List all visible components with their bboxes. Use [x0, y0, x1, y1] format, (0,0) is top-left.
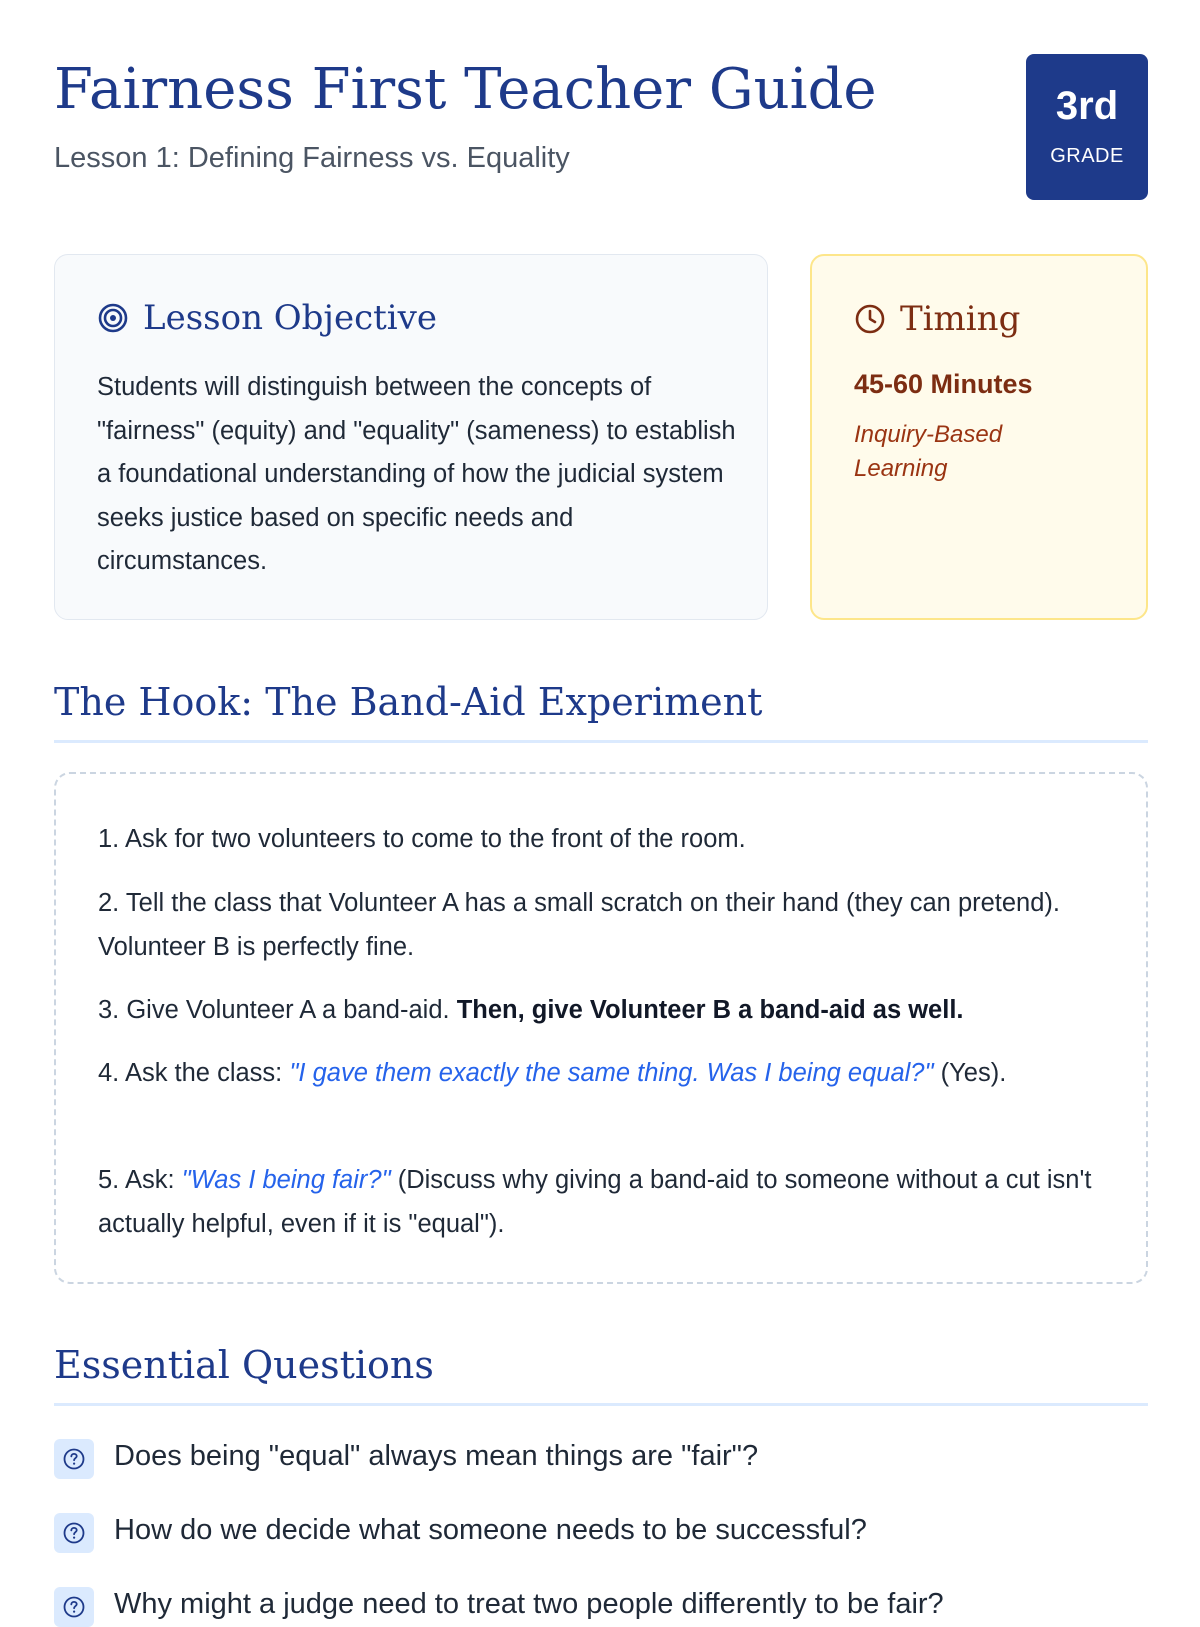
hook-steps-box	[54, 772, 1148, 1284]
essential-question-item	[54, 1582, 1148, 1626]
essential-question-item	[54, 1508, 1148, 1552]
essential-question-text: Why might a judge need to treat two people differently to be fair?	[114, 1588, 944, 1620]
grade-badge	[1026, 54, 1148, 200]
page-title: Fairness First Teacher Guide	[54, 57, 877, 122]
essential-questions-divider	[54, 1403, 1148, 1406]
hook-step-text: 5. Ask:	[98, 1166, 175, 1194]
hook-step	[98, 818, 1108, 862]
hook-step-followup: (Yes).	[940, 1059, 1007, 1087]
grade-value: 3rd	[1055, 84, 1119, 128]
timing-method: Inquiry-Based Learning	[854, 421, 1003, 482]
timing-title: Timing	[900, 299, 1021, 339]
essential-question-item	[54, 1434, 1148, 1478]
question-circle-icon	[54, 1439, 94, 1479]
hook-step-followup: (Discuss why giving a band-aid to someone without a cut isn't actually helpful, even if it is "equal").	[98, 1166, 1092, 1238]
hook-step-quote: "Was I being fair?"	[181, 1166, 391, 1194]
hook-step-text: 1. Ask for two volunteers to come to the front of the room.	[98, 825, 746, 853]
hook-step-emphasis: Then, give Volunteer B a band-aid as well.	[456, 996, 964, 1024]
hook-step-quote: "I gave them exactly the same thing. Was I being equal?"	[289, 1059, 934, 1087]
hook-section-divider	[54, 740, 1148, 743]
hook-step	[98, 989, 1108, 1033]
hook-step	[98, 1159, 1108, 1246]
hook-section-title: The Hook: The Band-Aid Experiment	[54, 680, 763, 724]
hook-step-text: 2. Tell the class that Volunteer A has a small scratch on their hand (they can pretend). Volunteer B is perfectly fine.	[98, 889, 1061, 961]
lesson-objective-text: Students will distinguish between the concepts of "fairness" (equity) and "equality" (sameness) to establish a foundational understanding of how the judicial system seeks justice based on specific needs and circumstances.	[97, 373, 736, 575]
hook-step	[98, 1052, 1108, 1096]
clock-icon	[854, 303, 886, 335]
lesson-objective-card	[54, 254, 768, 620]
timing-heading	[854, 296, 1020, 342]
page-subtitle: Lesson 1: Defining Fairness vs. Equality	[54, 142, 570, 174]
question-circle-icon	[54, 1587, 94, 1627]
timing-duration: 45-60 Minutes	[854, 369, 1033, 399]
grade-label: GRADE	[1050, 145, 1124, 167]
essential-question-text: How do we decide what someone needs to be successful?	[114, 1514, 867, 1546]
page-header	[54, 54, 1148, 204]
lesson-objective-heading	[97, 295, 437, 341]
essential-question-text: Does being "equal" always mean things are "fair"?	[114, 1440, 759, 1472]
hook-step	[98, 882, 1108, 969]
timing-card	[810, 254, 1148, 620]
question-circle-icon	[54, 1513, 94, 1553]
lesson-objective-title: Lesson Objective	[143, 298, 437, 338]
hook-step-text: 3. Give Volunteer A a band-aid.	[98, 996, 450, 1024]
essential-questions-title: Essential Questions	[54, 1343, 434, 1387]
target-icon	[97, 302, 129, 334]
hook-step-text: 4. Ask the class:	[98, 1059, 283, 1087]
teacher-guide-page	[54, 0, 1148, 1620]
